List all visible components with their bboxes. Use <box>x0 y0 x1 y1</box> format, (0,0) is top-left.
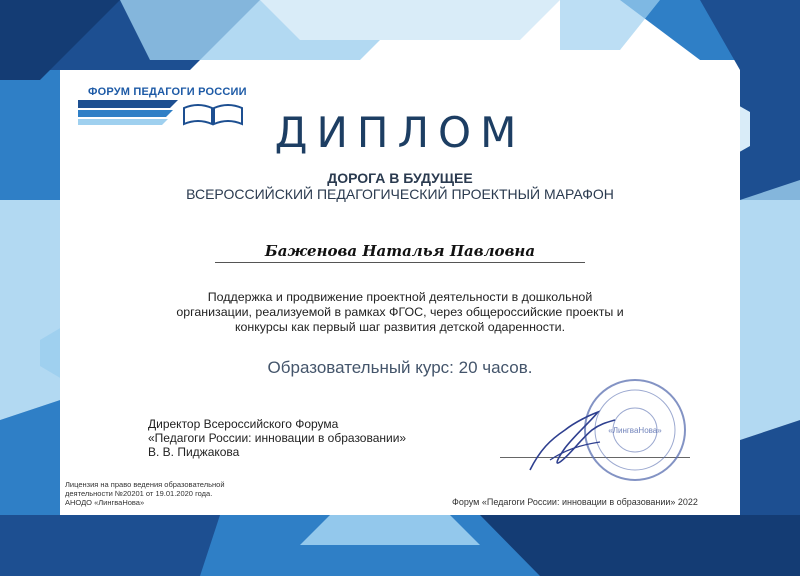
recipient-underline <box>215 262 585 263</box>
diploma-title: ДИПЛОМ <box>274 108 526 157</box>
event-subtitle: ВСЕРОССИЙСКИЙ ПЕДАГОГИЧЕСКИЙ ПРОЕКТНЫЙ МАРАФОН <box>186 186 614 202</box>
description-line: конкурсы как первый шаг развития детской одаренности. <box>234 320 566 334</box>
signatory-block <box>148 417 406 459</box>
stamp-text: «ЛингваНова» <box>608 426 662 435</box>
recipient-name: Баженова Наталья Павловна <box>264 242 536 260</box>
description-line: Поддержка и продвижение проектной деятельности в дошкольной <box>207 290 593 304</box>
handwritten-signature <box>520 400 630 480</box>
license-line: АНОДО «ЛингваНова» <box>65 498 145 507</box>
project-description <box>150 290 650 335</box>
signatory-line: Директор Всероссийского Форума <box>148 417 339 431</box>
signatory-line: В. В. Пиджакова <box>148 445 240 459</box>
signatory-line: «Педагоги России: инновации в образовании» <box>148 431 407 445</box>
license-line: Лицензия на право ведения образовательной <box>65 480 225 489</box>
license-info <box>65 480 225 507</box>
description-line: организации, реализуемой в рамках ФГОС, через общероссийские проекты и <box>176 305 624 319</box>
footer-text: Форум «Педагоги России: инновации в образовании» 2022 <box>452 497 698 507</box>
logo-text: ФОРУМ ПЕДАГОГИ РОССИИ <box>88 86 247 98</box>
license-line: деятельности №20201 от 19.01.2020 года. <box>65 489 213 498</box>
event-name: ДОРОГА В БУДУЩЕЕ <box>327 170 473 186</box>
course-hours: Образовательный курс: 20 часов. <box>267 358 533 377</box>
